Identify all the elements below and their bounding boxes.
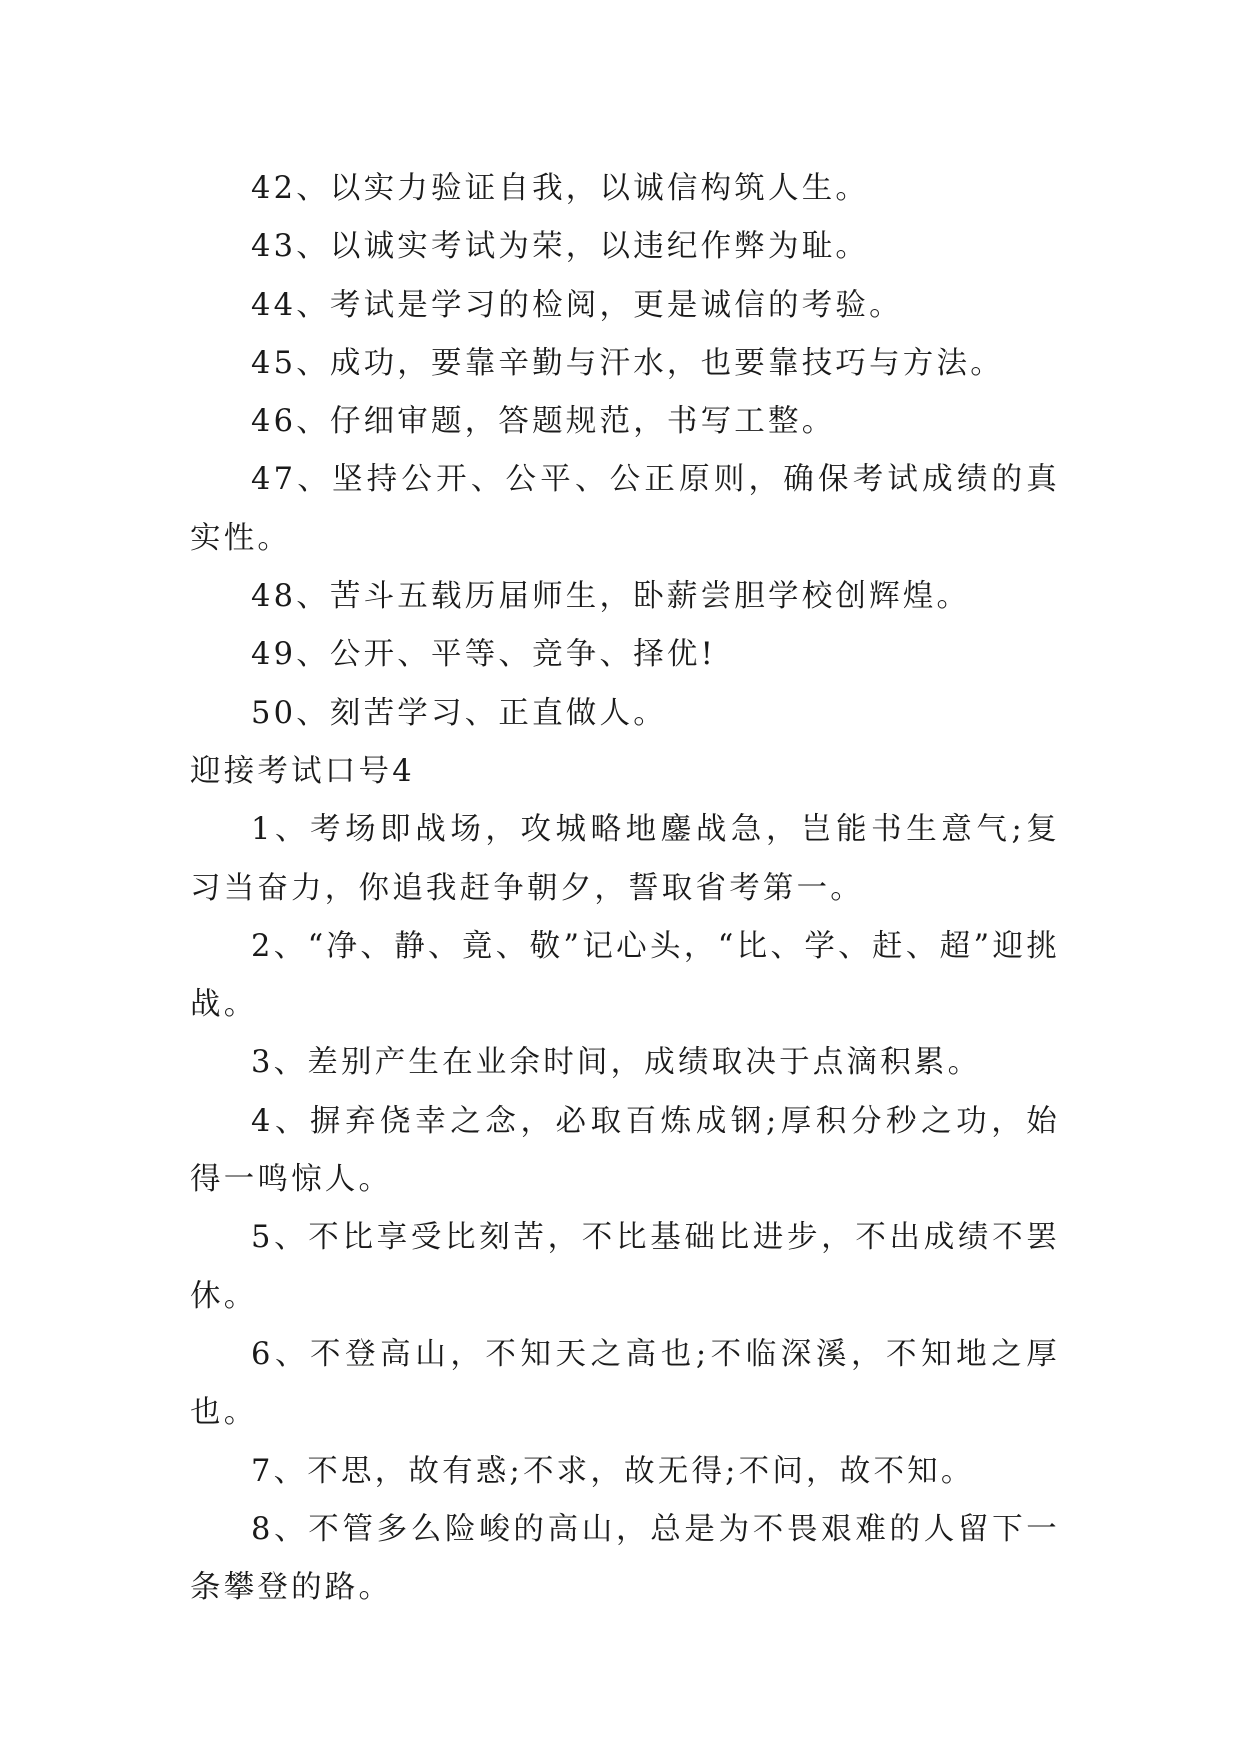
- list-item: 1、考场即战场，攻城略地鏖战急，岂能书生意气;复习当奋力，你追我赶争朝夕，誓取省考第一。: [190, 812, 1060, 906]
- list-item: 46、仔细审题，答题规范，书写工整。: [251, 404, 836, 440]
- list-item: 8、不管多么险峻的高山，总是为不畏艰难的人留下一条攀登的路。: [190, 1511, 1060, 1606]
- list-item: 7、不思，故有惑;不求，故无得;不问，故不知。: [251, 1453, 975, 1489]
- list-item: 49、公开、平等、竞争、择优!: [251, 637, 717, 673]
- list-item: 43、以诚实考试为荣，以违纪作弊为耻。: [251, 229, 870, 265]
- list-item: 5、不比享受比刻苦，不比基础比进步，不出成绩不罢休。: [190, 1220, 1060, 1314]
- list-item: 48、苦斗五载历届师生，卧薪尝胆学校创辉煌。: [251, 579, 971, 615]
- section-heading: 迎接考试口号4: [190, 753, 415, 789]
- list-item: 47、坚持公开、公平、公正原则，确保考试成绩的真实性。: [190, 462, 1060, 556]
- list-item: 2、“净、静、竟、敬”记心头，“比、学、赶、超”迎挑战。: [190, 928, 1060, 1023]
- list-item: 44、考试是学习的检阅，更是诚信的考验。: [251, 287, 903, 323]
- list-item: 42、以实力验证自我，以诚信构筑人生。: [251, 171, 870, 206]
- list-item: 3、差别产生在业余时间，成绩取决于点滴积累。: [251, 1045, 982, 1081]
- list-item: 4、摒弃侥幸之念，必取百炼成钢;厚积分秒之功，始得一鸣惊人。: [190, 1103, 1060, 1198]
- list-item: 6、不登高山，不知天之高也;不临深溪，不知地之厚也。: [190, 1336, 1060, 1431]
- list-item: 50、刻苦学习、正直做人。: [251, 695, 667, 731]
- document-body: [190, 160, 1060, 1617]
- list-item: 45、成功，要靠辛勤与汗水，也要靠技巧与方法。: [251, 345, 1004, 381]
